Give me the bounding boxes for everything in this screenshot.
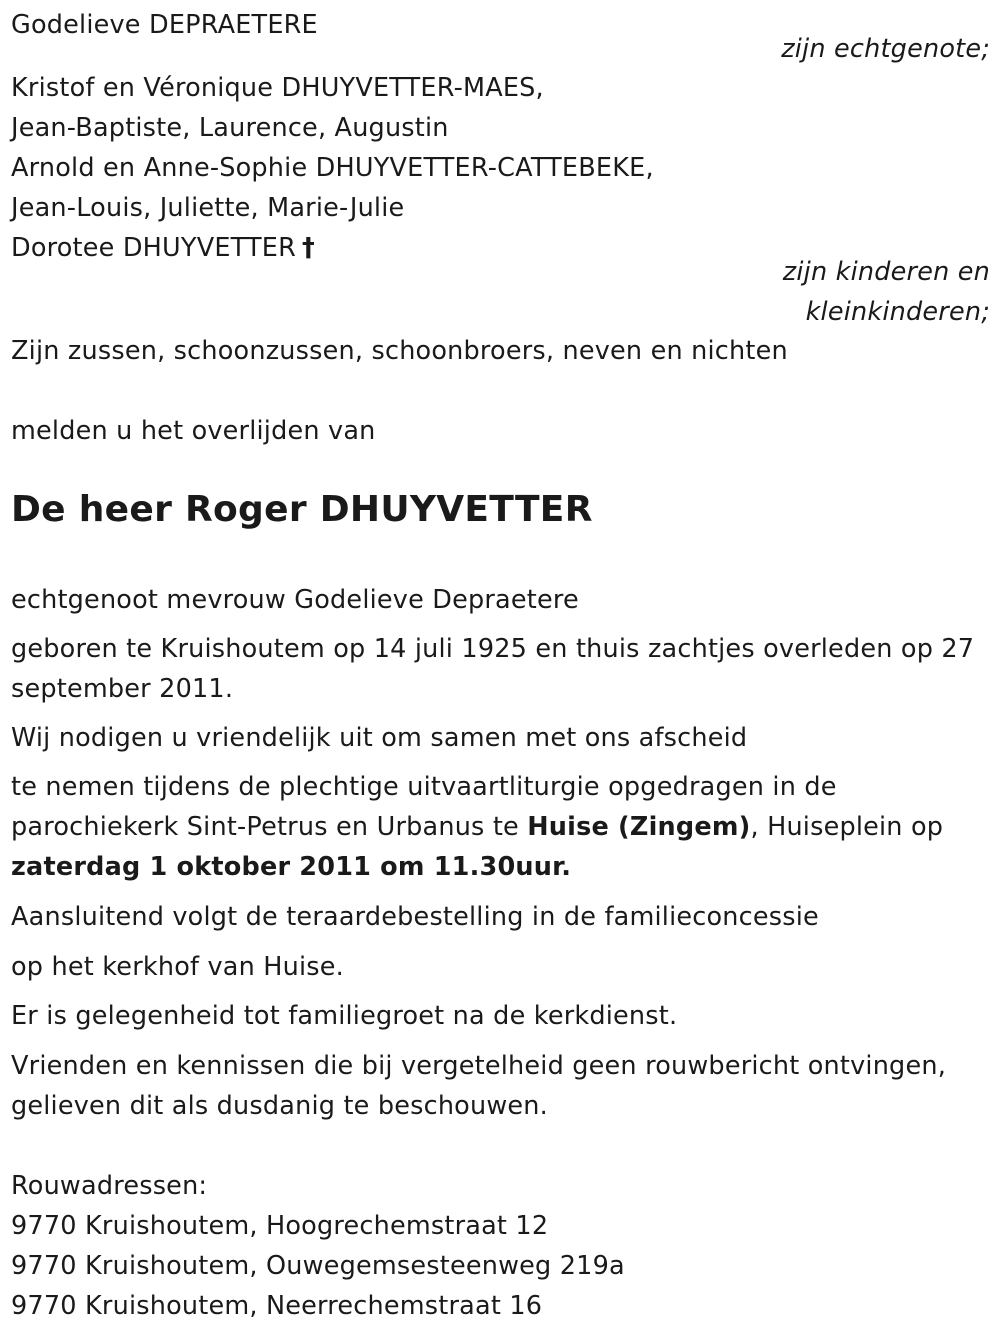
ceremony-date-line [11,847,571,887]
cross-icon: † [301,233,315,263]
relatives-line: Zijn zussen, schoonzussen, schoonbroers, neven en nichten [11,336,788,366]
invite-line: Wij nodigen u vriendelijk uit om samen met ons afscheid [11,723,748,753]
announce-line: melden u het overlijden van [11,416,376,446]
children-role-1: zijn kinderen en [782,257,990,287]
notice-line-1: Vrienden en kennissen die bij vergetelheid geen rouwbericht ontvingen, [11,1051,947,1081]
born-line-1: geboren te Kruishoutem op 14 juli 1925 en thuis zachtjes overleden op 27 [11,634,975,664]
child-line-4: Jean-Louis, Juliette, Marie-Julie [11,193,405,223]
burial-line-1: Aansluitend volgt de teraardebestelling in de familieconcessie [11,902,819,932]
addresses-label: Rouwadressen: [11,1171,208,1201]
spouse-of-line: echtgenoot mevrouw Godelieve Depraetere [11,585,579,615]
address-2: 9770 Kruishoutem, Ouwegemsesteenweg 219a [11,1251,625,1281]
child-line-3: Arnold en Anne-Sophie DHUYVETTER-CATTEBEKE, [11,153,654,183]
born-line-2: september 2011. [11,674,234,704]
deceased-title: De heer Roger DHUYVETTER [11,489,593,530]
ceremony-line-1: te nemen tijdens de plechtige uitvaartliturgie opgedragen in de [11,772,837,802]
child-line-2: Jean-Baptiste, Laurence, Augustin [11,113,449,143]
burial-line-2: op het kerkhof van Huise. [11,952,344,982]
address-3: 9770 Kruishoutem, Neerrechemstraat 16 [11,1291,543,1321]
notice-line-2: gelieven dit als dusdanig te beschouwen. [11,1091,548,1121]
ceremony-text-pre: parochiekerk Sint-Petrus en Urbanus te [11,812,528,842]
ceremony-date: zaterdag 1 oktober 2011 om 11.30uur. [11,852,572,882]
spouse-role: zijn echtgenote; [781,34,990,64]
greeting-line: Er is gelegenheid tot familiegroet na de kerkdienst. [11,1001,678,1031]
ceremony-text-post: , Huiseplein op [750,812,944,842]
ceremony-place: Huise (Zingem) [527,812,751,842]
children-role-2: kleinkinderen; [805,297,990,327]
child-name-deceased: Dorotee DHUYVETTER [11,233,296,263]
child-line-1: Kristof en Véronique DHUYVETTER-MAES, [11,73,544,103]
address-1: 9770 Kruishoutem, Hoogrechemstraat 12 [11,1211,549,1241]
ceremony-line-2 [11,807,943,847]
spouse-name: Godelieve DEPRAETERE [11,10,318,40]
child-line-5 [11,228,315,268]
